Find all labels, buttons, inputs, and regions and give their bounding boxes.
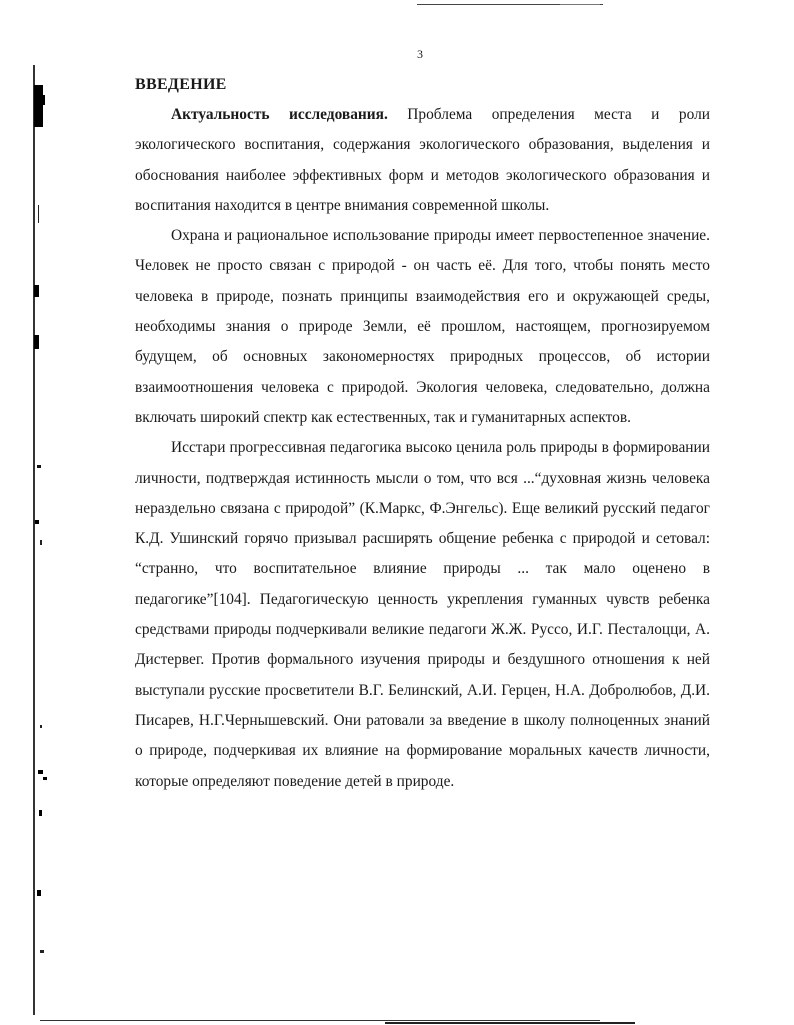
section-heading: ВВЕДЕНИЕ	[135, 76, 227, 93]
scan-bottom-rule-thick	[385, 1022, 635, 1024]
paragraph-nature-protection: Охрана и рациональное использование природы имеет первостепенное значение. Человек не просто связан с природой - он часть её. Для того, чтобы понять место человека в природе, познать принципы взаимодействия его и окружающей среды, необходимы знания о природе Земли, её прошлом, настоящем, прогнозируемом будущем, об основных закономерностях природных процессов, об истории взаимоотношения человека с природой. Экология человека, следовательно, должна включать широкий спектр как естественных, так и гуманитарных аспектов.	[135, 227, 710, 426]
paragraph-lead: Актуальность исследования.	[171, 106, 388, 123]
scan-left-edge-artifacts	[31, 65, 47, 1015]
paragraph-text: Проблема определения места и роли экологического воспитания, содержания экологического образования, выделения и обоснования наиболее эффективных форм и методов экологического образования и воспитания находится в центре внимания современной школы.	[135, 106, 710, 214]
page-number: 3	[417, 47, 423, 61]
scan-bottom-rule	[40, 1020, 600, 1021]
paragraph-pedagogy-history: Исстари прогрессивная педагогика высоко ценила роль природы в формировании личности, подтверждая истинность мысли о том, что вся ...“духовная жизнь человека нераздельно связана с природой” (К.Маркс, Ф.Энгельс). Еще великий русский педагог К.Д. Ушинский горячо призывал расширять общение ребенка с природой и сетовал: “странно, что воспитательное влияние природы ... так мало оценено в педагогике”[104]. Педагогическую ценность укрепления гуманных чувств ребенка средствами природы подчеркивали великие педагоги Ж.Ж. Руссо, И.Г. Песталоцци, А. Дистервег. Против формального изучения природы и бездушного отношения к ней выступали русские просветители В.Г. Белинский, А.И. Герцен, Н.А. Добролюбов, Д.И. Писарев, Н.Г.Чернышевский. Они ратовали за введение в школу полноценных знаний о природе, подчеркивая их влияние на формирование моральных качеств личности, которые определяют поведение детей в природе.	[135, 439, 710, 790]
document-body	[135, 70, 710, 797]
paragraph-relevance	[135, 100, 710, 221]
scan-top-rule-accent	[560, 4, 600, 5]
